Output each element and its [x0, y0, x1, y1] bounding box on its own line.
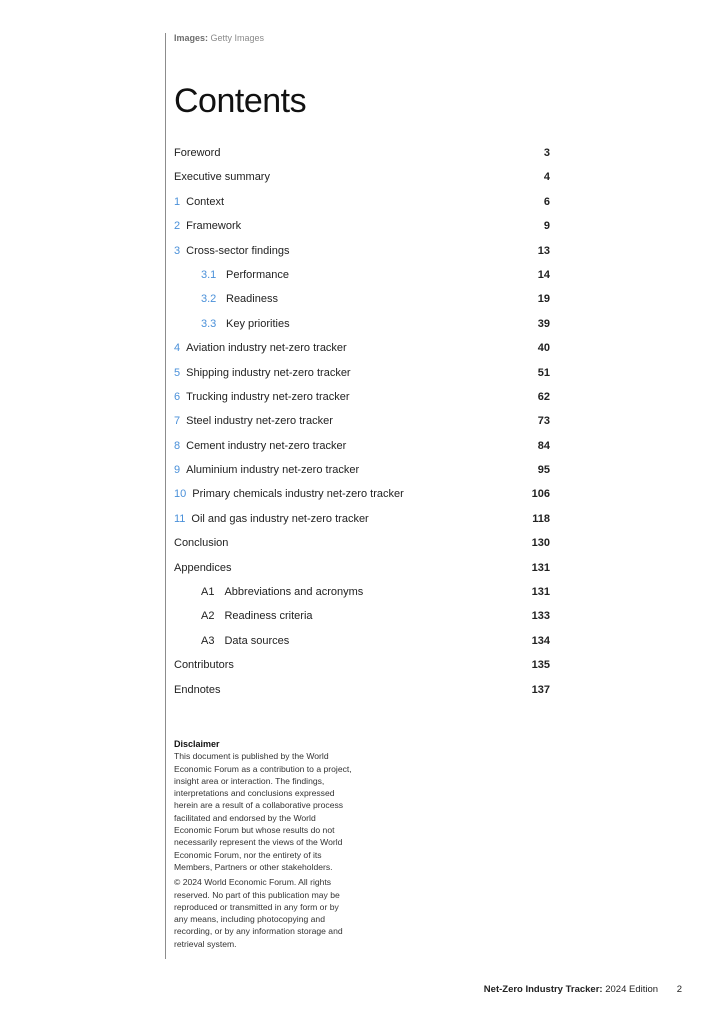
toc-entry-number: A1 [201, 586, 215, 599]
image-credit [174, 33, 264, 43]
toc-entry[interactable] [174, 167, 550, 191]
toc-entry-page: 40 [537, 342, 550, 355]
toc-entry[interactable] [174, 484, 550, 508]
toc-entry-label: Primary chemicals industry net-zero tracker [192, 488, 404, 501]
toc-entry-label: Framework [186, 220, 242, 233]
toc-entry-page: 133 [531, 610, 550, 623]
toc-entry-label: Shipping industry net-zero tracker [186, 366, 351, 379]
toc-entry[interactable] [174, 363, 550, 387]
toc-entry-number: 9 [174, 464, 181, 477]
toc-entry-label: Readiness criteria [224, 610, 313, 623]
toc-entry-label: Endnotes [174, 683, 221, 696]
toc-entry-page: 13 [537, 244, 550, 257]
toc-entry-number: 10 [174, 488, 187, 501]
toc-entry[interactable] [174, 289, 550, 313]
toc-entry[interactable] [174, 631, 550, 655]
toc-entry-page: 134 [531, 634, 550, 647]
toc-entry-number: 3.3 [201, 317, 217, 330]
toc-entry[interactable] [174, 143, 550, 167]
toc-entry-page: 95 [537, 464, 550, 477]
toc-entry-page: 106 [531, 488, 550, 501]
toc-entry-label: Readiness [226, 293, 278, 306]
toc-entry-label: Context [186, 195, 225, 208]
toc-entry-label: Aviation industry net-zero tracker [186, 342, 347, 355]
toc-entry-page: 130 [531, 537, 550, 550]
toc-entry-label: Appendices [174, 561, 232, 574]
toc-entry[interactable] [174, 680, 550, 704]
toc-entry[interactable] [174, 265, 550, 289]
toc-entry[interactable] [174, 509, 550, 533]
toc-entry-page: 3 [543, 147, 550, 159]
toc-entry-label: Trucking industry net-zero tracker [186, 390, 350, 403]
disclaimer-body: This document is published by the World Economic Forum as a contribution to a project, insight area or interaction. The findings, interpretations and conclusions expressed herein are a result of a collaborative process facilitated and endorsed by the World Economic Forum but whose results do not necessarily represent the views of the World Economic Forum, nor the entirety of its Members, Partners or other stakeholders. [174, 751, 352, 872]
toc-entry-number: 7 [174, 415, 181, 428]
toc-entry-page: 9 [543, 220, 550, 233]
toc-entry-page: 6 [543, 195, 550, 208]
footer-title: Net-Zero Industry Tracker: [483, 984, 603, 995]
disclaimer [174, 738, 354, 953]
toc-entry[interactable] [174, 533, 550, 557]
page-footer [484, 984, 682, 995]
toc-entry-page: 135 [531, 659, 550, 672]
toc-entry-page: 14 [537, 268, 550, 281]
footer-edition: 2024 Edition [605, 984, 659, 995]
toc-entry-label: Foreword [174, 147, 221, 159]
toc-entry[interactable] [174, 387, 550, 411]
toc-entry-label: Abbreviations and acronyms [224, 586, 364, 599]
toc-entry[interactable] [174, 241, 550, 265]
toc-entry-number: 3.2 [201, 293, 217, 306]
toc-entry-number: 8 [174, 439, 181, 452]
toc-entry[interactable] [174, 582, 550, 606]
toc-entry-label: Contributors [174, 659, 234, 672]
toc-entry-label: Cross-sector findings [186, 244, 290, 257]
toc-entry[interactable] [174, 436, 550, 460]
image-credit-label: Images: [174, 33, 209, 43]
toc-entry-label: Performance [226, 268, 289, 281]
toc-entry-number: 11 [174, 512, 186, 525]
toc-entry-number: 2 [174, 220, 181, 233]
toc-entry-label: Oil and gas industry net-zero tracker [191, 512, 369, 525]
toc-entry[interactable] [174, 411, 550, 435]
toc-entry-number: 1 [174, 195, 181, 208]
image-credit-source: Getty Images [210, 33, 265, 43]
toc-entry-page: 137 [531, 683, 550, 696]
toc-entry-number: 6 [174, 390, 181, 403]
toc-entry-page: 4 [543, 171, 550, 184]
table-of-contents [174, 143, 550, 704]
toc-entry-page: 118 [532, 512, 550, 525]
toc-entry[interactable] [174, 606, 550, 630]
toc-entry[interactable] [174, 558, 550, 582]
toc-entry-label: Key priorities [226, 317, 290, 330]
page-number: 2 [676, 984, 682, 995]
margin-rule [165, 33, 166, 959]
toc-entry-label: Data sources [224, 634, 290, 647]
toc-entry-label: Executive summary [174, 171, 270, 184]
toc-entry[interactable] [174, 655, 550, 679]
disclaimer-heading: Disclaimer [174, 739, 220, 749]
toc-entry-page: 62 [537, 390, 550, 403]
toc-entry-label: Conclusion [174, 537, 229, 550]
toc-entry-number: A3 [201, 634, 215, 647]
toc-entry-page: 73 [537, 415, 550, 428]
toc-entry-page: 39 [537, 317, 550, 330]
toc-entry-label: Aluminium industry net-zero tracker [186, 464, 360, 477]
toc-entry-number: 5 [174, 366, 181, 379]
toc-entry-page: 84 [537, 439, 550, 452]
toc-entry-label: Steel industry net-zero tracker [186, 415, 333, 428]
toc-entry-number: 4 [174, 342, 181, 355]
toc-entry-label: Cement industry net-zero tracker [186, 439, 347, 452]
toc-entry[interactable] [174, 216, 550, 240]
toc-entry[interactable] [174, 460, 550, 484]
page-title: Contents [174, 82, 307, 120]
toc-entry-page: 131 [531, 561, 550, 574]
toc-entry-page: 19 [537, 293, 550, 306]
toc-entry-page: 51 [537, 366, 550, 379]
toc-entry-number: A2 [201, 610, 215, 623]
toc-entry[interactable] [174, 338, 550, 362]
toc-entry-page: 131 [531, 586, 550, 599]
toc-entry-number: 3.1 [201, 268, 217, 281]
copyright-notice: © 2024 World Economic Forum. All rights reserved. No part of this publication may be reproduced or transmitted in any form or by any means, including photocopying and recording, or by any information storage and retrieval system. [174, 877, 343, 949]
toc-entry[interactable] [174, 314, 550, 338]
toc-entry-number: 3 [174, 244, 181, 257]
toc-entry[interactable] [174, 192, 550, 216]
